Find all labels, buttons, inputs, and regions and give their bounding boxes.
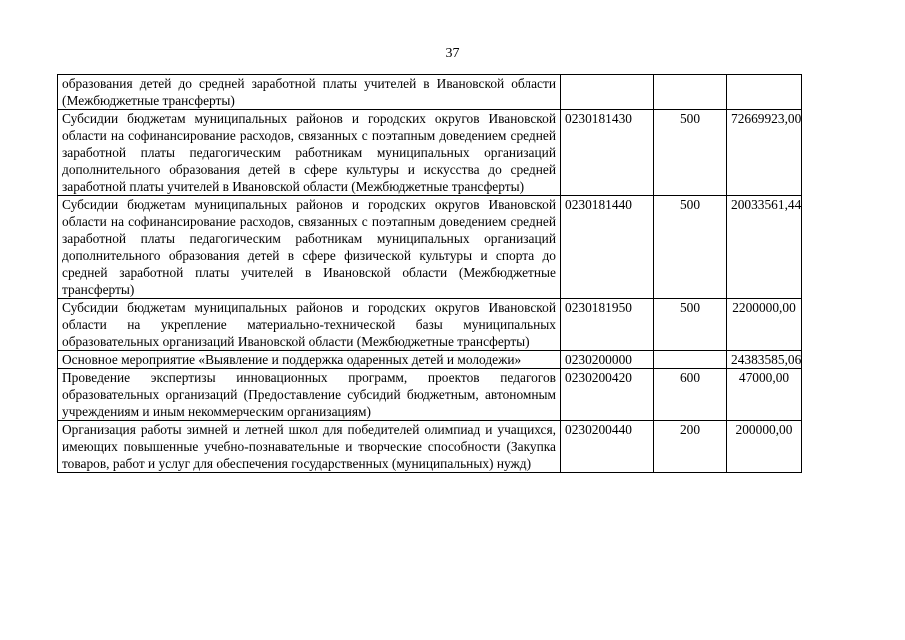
expense-name-cell: Субсидии бюджетам муниципальных районов и городских округов Ивановской области на софинансирование расходов, связанных с поэтапным доведением средней заработной платы педагогическим работникам муниципальных организаций дополнительного образования детей в сфере физической культуры и спорта до средней заработной платы учителей в Ивановской области (Межбюджетные трансферты) xyxy=(58,196,561,299)
amount-cell xyxy=(727,75,802,110)
expense-name-cell: Основное мероприятие «Выявление и поддержка одаренных детей и молодежи» xyxy=(58,351,561,369)
expense-name-cell: Проведение экспертизы инновационных программ, проектов педагогов образовательных организаций (Предоставление субсидий бюджетным, автономным учреждениям и иным некоммерческим организациям) xyxy=(58,369,561,421)
expense-name-cell: Субсидии бюджетам муниципальных районов и городских округов Ивановской области на укрепление материально-технической базы муниципальных образовательных организаций Ивановской области (Межбюджетные трансферты) xyxy=(58,299,561,351)
table-row xyxy=(58,110,802,196)
amount-cell: 20033561,44 xyxy=(727,196,802,299)
amount-cell: 2200000,00 xyxy=(727,299,802,351)
target-code-cell: 0230200440 xyxy=(561,421,654,473)
target-code-cell: 0230181950 xyxy=(561,299,654,351)
amount-cell: 47000,00 xyxy=(727,369,802,421)
expense-type-cell: 500 xyxy=(654,299,727,351)
amount-cell: 24383585,06 xyxy=(727,351,802,369)
expense-name-cell: Субсидии бюджетам муниципальных районов и городских округов Ивановской области на софинансирование расходов, связанных с поэтапным доведением средней заработной платы педагогическим работникам муниципальных организаций дополнительного образования детей в сфере культуры и искусства до средней заработной платы учителей в Ивановской области (Межбюджетные трансферты) xyxy=(58,110,561,196)
table-row xyxy=(58,75,802,110)
target-code-cell: 0230200420 xyxy=(561,369,654,421)
expense-type-cell xyxy=(654,75,727,110)
expense-type-cell: 200 xyxy=(654,421,727,473)
target-code-cell: 0230181440 xyxy=(561,196,654,299)
table-row xyxy=(58,351,802,369)
amount-cell: 72669923,00 xyxy=(727,110,802,196)
expense-type-cell: 500 xyxy=(654,196,727,299)
table-row xyxy=(58,369,802,421)
amount-cell: 200000,00 xyxy=(727,421,802,473)
table-row xyxy=(58,196,802,299)
expense-name-cell: Организация работы зимней и летней школ для победителей олимпиад и учащихся, имеющих повышенные учебно-познавательные и творческие способности (Закупка товаров, работ и услуг для обеспечения государственных (муниципальных) нужд) xyxy=(58,421,561,473)
expense-type-cell xyxy=(654,351,727,369)
budget-table xyxy=(57,74,802,473)
target-code-cell: 0230181430 xyxy=(561,110,654,196)
table-row xyxy=(58,299,802,351)
table-row xyxy=(58,421,802,473)
page-number: 37 xyxy=(445,46,460,61)
expense-name-cell: образования детей до средней заработной платы учителей в Ивановской области (Межбюджетные трансферты) xyxy=(58,75,561,110)
expense-type-cell: 500 xyxy=(654,110,727,196)
target-code-cell: 0230200000 xyxy=(561,351,654,369)
target-code-cell xyxy=(561,75,654,110)
expense-type-cell: 600 xyxy=(654,369,727,421)
